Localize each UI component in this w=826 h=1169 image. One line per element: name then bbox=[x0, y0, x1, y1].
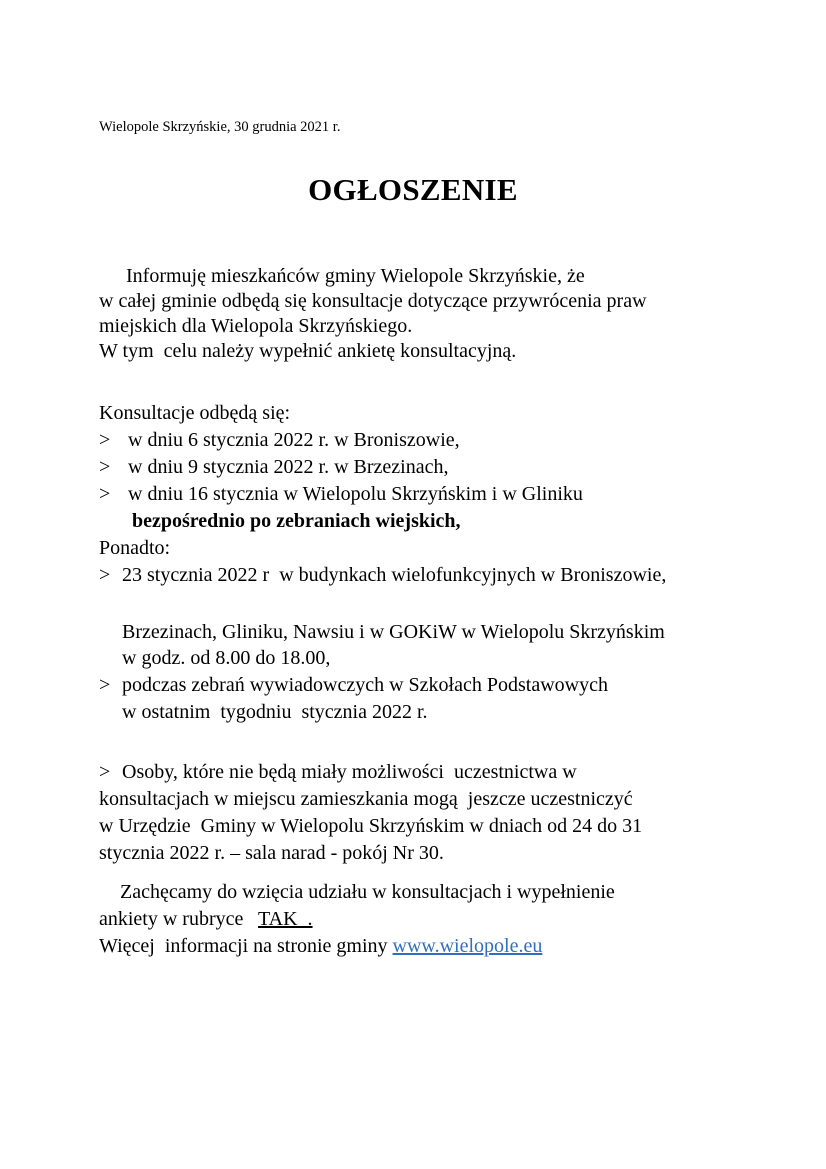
bullet-marker: > bbox=[99, 674, 111, 696]
bullet-marker: > bbox=[99, 564, 111, 586]
intro-line: w całej gminie odbędą się konsultacje dotyczące przywrócenia praw bbox=[99, 290, 647, 312]
moreover-item-line: w ostatnim tygodniu stycznia 2022 r. bbox=[122, 701, 428, 723]
moreover-heading: Ponadto: bbox=[99, 537, 171, 559]
bullet-marker: > bbox=[99, 761, 111, 783]
more-info-prefix: Więcej informacji na stronie gminy bbox=[99, 935, 393, 957]
schedule-bold-note: bezpośrednio po zebraniach wiejskich, bbox=[132, 510, 461, 532]
schedule-item: w dniu 16 stycznia w Wielopolu Skrzyńskim i w Gliniku bbox=[128, 483, 583, 505]
schedule-heading: Konsultacje odbędą się: bbox=[99, 402, 291, 424]
others-line: w Urzędzie Gminy w Wielopolu Skrzyńskim w dniach od 24 do 31 bbox=[99, 815, 643, 837]
closing-line: Zachęcamy do wzięcia udziału w konsultacjach i wypełnienie bbox=[120, 881, 615, 903]
intro-line: Informuję mieszkańców gminy Wielopole Skrzyńskie, że bbox=[126, 265, 585, 287]
moreover-item-line: podczas zebrań wywiadowczych w Szkołach Podstawowych bbox=[122, 674, 608, 696]
website-link[interactable]: www.wielopole.eu bbox=[392, 935, 543, 957]
schedule-item: w dniu 6 stycznia 2022 r. w Broniszowie, bbox=[128, 429, 460, 451]
others-line: Osoby, które nie będą miały możliwości uczestnictwa w bbox=[122, 761, 577, 783]
moreover-item-line: w godz. od 8.00 do 18.00, bbox=[122, 647, 331, 669]
bullet-marker: > bbox=[99, 429, 111, 451]
page-title: OGŁOSZENIE bbox=[308, 172, 518, 207]
moreover-item-line: Brzezinach, Gliniku, Nawsiu i w GOKiW w Wielopolu Skrzyńskim bbox=[122, 621, 665, 643]
closing-line bbox=[99, 907, 313, 931]
closing-prefix: ankiety w rubryce bbox=[99, 908, 259, 930]
others-line: konsultacjach w miejscu zamieszkania mogą jeszcze uczestniczyć bbox=[99, 788, 633, 810]
date-line: Wielopole Skrzyńskie, 30 grudnia 2021 r. bbox=[99, 119, 341, 135]
bullet-marker: > bbox=[99, 483, 111, 505]
tak-underlined: TAK . bbox=[258, 908, 313, 930]
moreover-item-line: 23 stycznia 2022 r w budynkach wielofunkcyjnych w Broniszowie, bbox=[122, 564, 667, 586]
closing-line bbox=[99, 934, 542, 958]
others-line: stycznia 2022 r. – sala narad - pokój Nr 30. bbox=[99, 842, 444, 864]
schedule-item: w dniu 9 stycznia 2022 r. w Brzezinach, bbox=[128, 456, 449, 478]
bullet-marker: > bbox=[99, 456, 111, 478]
intro-line: miejskich dla Wielopola Skrzyńskiego. bbox=[99, 315, 413, 337]
intro-line: W tym celu należy wypełnić ankietę konsultacyjną. bbox=[99, 340, 517, 362]
